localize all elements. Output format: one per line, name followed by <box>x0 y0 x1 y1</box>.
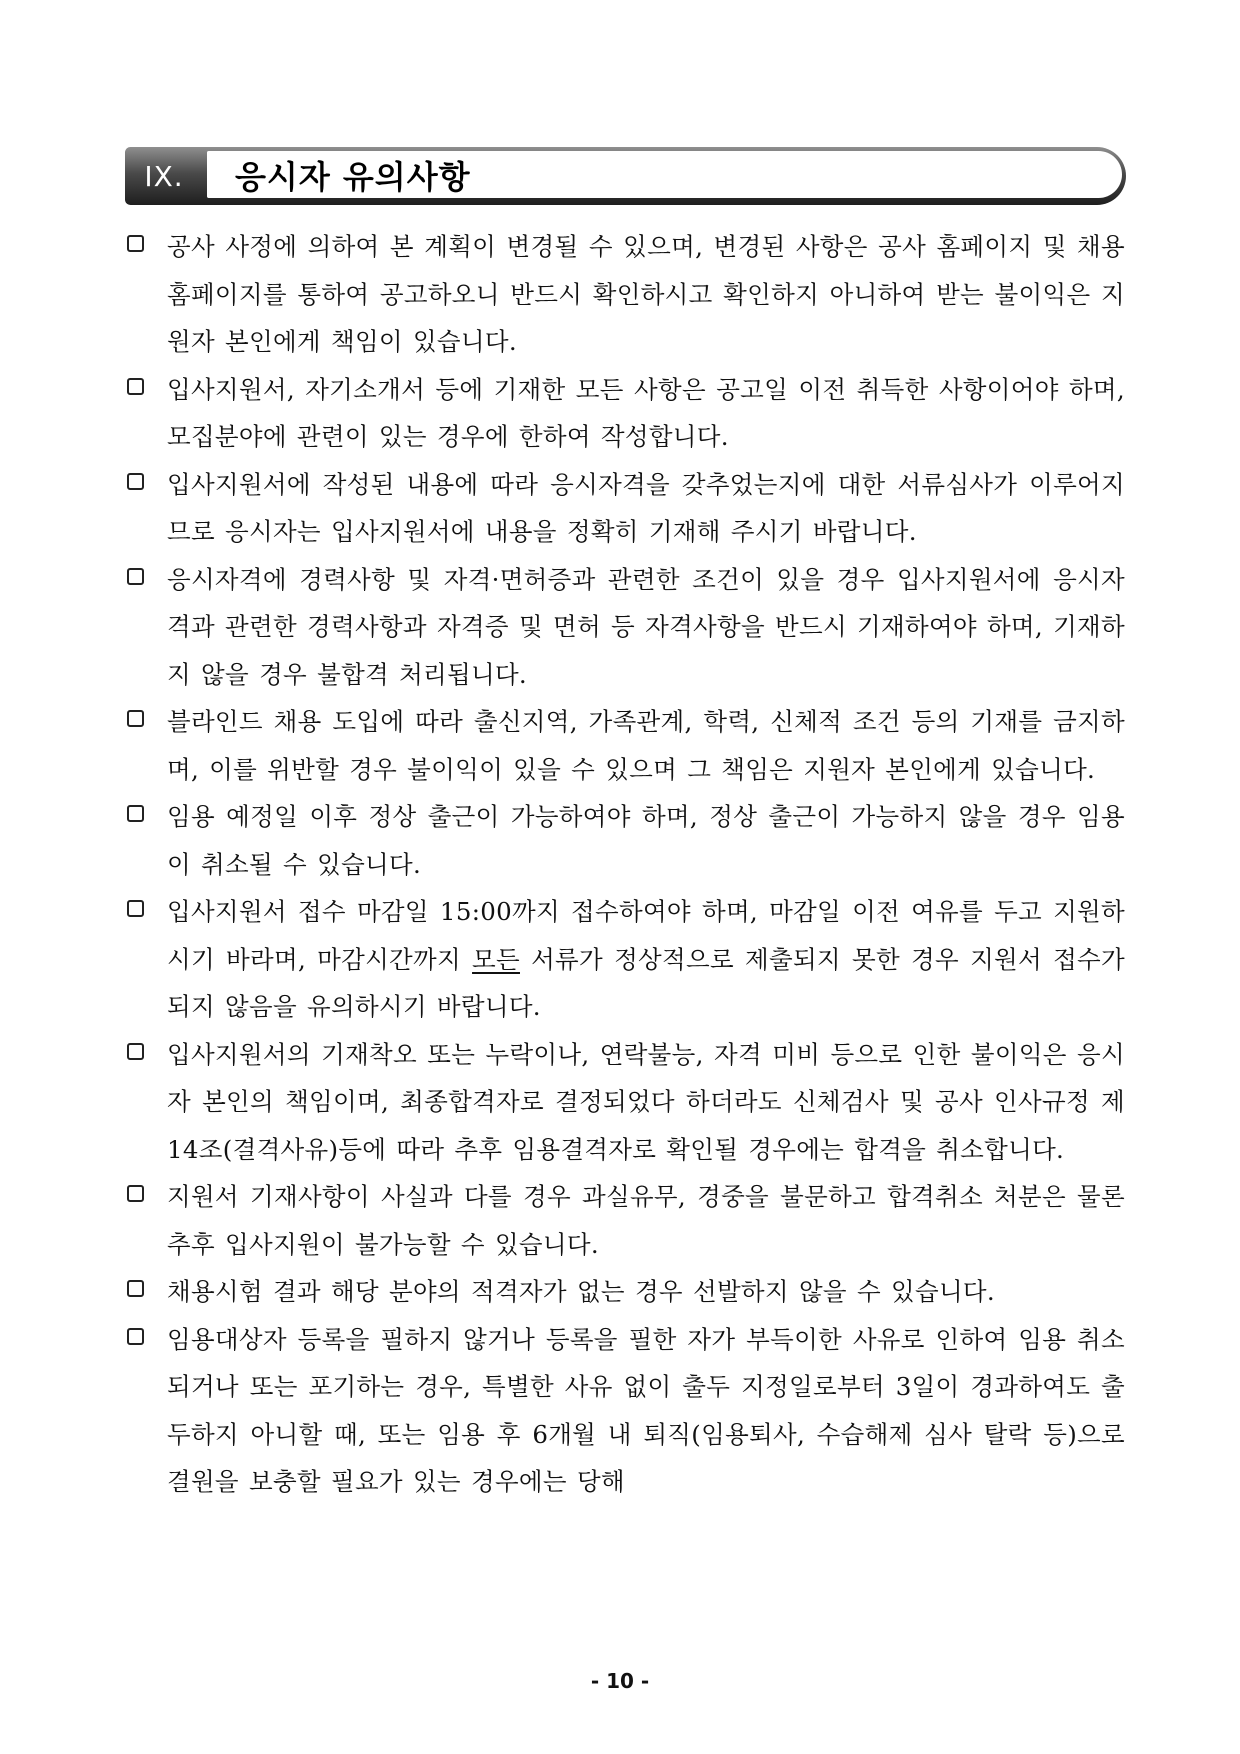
checkbox-icon <box>127 710 144 727</box>
checkbox-icon <box>127 900 144 917</box>
notice-text: 공사 사정에 의하여 본 계획이 변경될 수 있으며, 변경된 사항은 공사 홈페이지 및 채용 홈페이지를 통하여 공고하오니 반드시 확인하시고 확인하지 아니하여 받는 불이익은 지원자 본인에게 책임이 있습니다. <box>167 232 1125 356</box>
section-title: 응시자 유의사항 <box>235 157 471 196</box>
checkbox-icon <box>127 235 144 252</box>
checkbox-icon <box>127 1043 144 1060</box>
notice-text: 채용시험 결과 해당 분야의 적격자가 없는 경우 선발하지 않을 수 있습니다. <box>167 1277 995 1306</box>
notice-item <box>125 1268 1125 1316</box>
notice-item <box>125 888 1125 1031</box>
notice-text: 입사지원서에 작성된 내용에 따라 응시자격을 갖추었는지에 대한 서류심사가 이루어지므로 응시자는 입사지원서에 내용을 정확히 기재해 주시기 바랍니다. <box>167 469 1125 546</box>
page-number: - 10 - <box>590 1669 650 1693</box>
checkbox-icon <box>127 378 144 395</box>
checkbox-icon <box>127 568 144 585</box>
notice-text: 입사지원서의 기재착오 또는 누락이나, 연락불능, 자격 미비 등으로 인한 불이익은 응시자 본인의 책임이며, 최종합격자로 결정되었다 하더라도 신체검사 및 공사 인사규정 제14조(결격사유)등에 따라 추후 임용결격자로 확인될 경우에는 합격을 취소합니다. <box>167 1039 1125 1164</box>
checkbox-icon <box>127 805 144 822</box>
section-title-box <box>207 151 1122 198</box>
notice-item <box>125 461 1125 556</box>
section-number: IX. <box>144 159 184 193</box>
section-header <box>125 147 1126 205</box>
checkbox-icon <box>127 473 144 490</box>
checkbox-icon <box>127 1328 144 1345</box>
notice-list <box>125 223 1125 1506</box>
notice-text: 임용대상자 등록을 필하지 않거나 등록을 필한 자가 부득이한 사유로 인하여 임용 취소되거나 또는 포기하는 경우, 특별한 사유 없이 출두 지정일로부터 3일이 경과하여도 출두하지 아니할 때, 또는 임용 후 6개월 내 퇴직(임용퇴사, 수습해제 심사 탈락 등)으로 결원을 보충할 필요가 있는 경우에는 당해 <box>167 1324 1125 1496</box>
notice-text-part: 서류가 정상적으로 제출되지 못한 경우 지원서 접수가 되지 않음을 유의하시기 바랍니다. <box>167 944 1125 1021</box>
notice-item <box>125 366 1125 461</box>
notice-item <box>125 698 1125 793</box>
notice-text: 임용 예정일 이후 정상 출근이 가능하여야 하며, 정상 출근이 가능하지 않을 경우 임용이 취소될 수 있습니다. <box>167 802 1125 879</box>
notice-item <box>125 1031 1125 1174</box>
checkbox-icon <box>127 1185 144 1202</box>
checkbox-icon <box>127 1280 144 1297</box>
notice-text: 지원서 기재사항이 사실과 다를 경우 과실유무, 경중을 불문하고 합격취소 처분은 물론 추후 입사지원이 불가능할 수 있습니다. <box>167 1182 1125 1259</box>
notice-text <box>167 888 1125 1031</box>
notice-item <box>125 793 1125 888</box>
notice-text: 블라인드 채용 도입에 따라 출신지역, 가족관계, 학력, 신체적 조건 등의 기재를 금지하며, 이를 위반할 경우 불이익이 있을 수 있으며 그 책임은 지원자 본인에게 있습니다. <box>167 707 1125 784</box>
underlined-emphasis: 모든 <box>472 944 520 974</box>
notice-item <box>125 1173 1125 1268</box>
notice-text-part: 입사지원서 접수 마감일 15:00까지 접수하여야 하며, 마감일 이전 여유를 두고 지원하시기 바라며, 마감시간까지 <box>167 897 1125 974</box>
notice-text: 입사지원서, 자기소개서 등에 기재한 모든 사항은 공고일 이전 취득한 사항이어야 하며, 모집분야에 관련이 있는 경우에 한하여 작성합니다. <box>167 374 1125 451</box>
notice-item <box>125 223 1125 366</box>
notice-text: 응시자격에 경력사항 및 자격·면허증과 관련한 조건이 있을 경우 입사지원서에 응시자격과 관련한 경력사항과 자격증 및 면허 등 자격사항을 반드시 기재하여야 하며, 기재하지 않을 경우 불합격 처리됩니다. <box>167 564 1125 689</box>
notice-item <box>125 556 1125 699</box>
notice-item <box>125 1316 1125 1506</box>
